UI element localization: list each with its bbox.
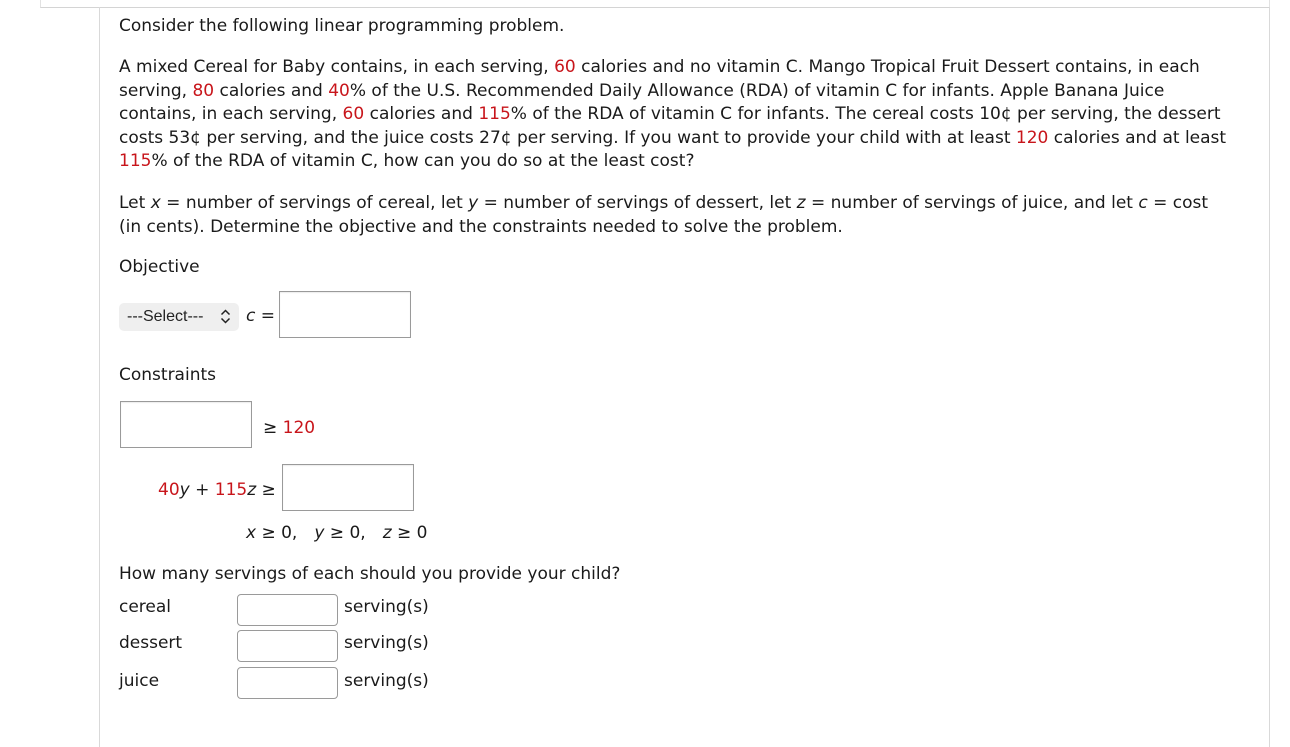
up-down-chevron-icon	[220, 308, 231, 325]
cereal-label: cereal	[119, 597, 172, 617]
juice-label: juice	[119, 671, 160, 691]
objective-label: Objective	[119, 257, 200, 277]
nonnegativity-constraints: x ≥ 0, y ≥ 0, z ≥ 0	[246, 523, 428, 543]
variable-definitions: Let x = number of servings of cereal, let y = number of servings of dessert, let z = number of servings of juice, and let c = cost (in cents). Determine the objective and the constraints needed to solve the problem.	[119, 193, 1209, 237]
calorie-constraint-input[interactable]	[120, 401, 252, 448]
juice-calories: 60	[342, 104, 365, 124]
vitamin-c-constraint-lhs: 40y + 115z ≥	[158, 480, 276, 500]
juice-servings-input[interactable]	[237, 667, 338, 699]
vitamin-c-constraint-input[interactable]	[282, 464, 414, 511]
objective-input[interactable]	[279, 291, 411, 338]
dessert-unit: serving(s)	[344, 633, 429, 653]
dessert-servings-input[interactable]	[237, 630, 338, 662]
cereal-calories: 60	[554, 57, 576, 77]
dessert-vitamin-c: 40	[328, 80, 350, 101]
objective-select[interactable]	[119, 303, 239, 331]
objective-c-equals: c =	[246, 306, 276, 326]
objective-select-value: ---Select---	[127, 308, 204, 325]
cereal-servings-input[interactable]	[237, 594, 338, 626]
problem-statement: A mixed Cereal for Baby contains, in each serving, 60 calories and no vitamin C. Mango Tropical Fruit Dessert contains, in each serving, 80 calories and 40% of the U.S. Recommended Daily Allowance (RDA) of vitamin C for infants. Apple Banana Juice contains, in each serving, 60 calories and 115% of the RDA of vitamin C for infants. The cereal costs 10¢ per serving, the dessert costs 53¢ per serving, and the juice costs 27¢ per serving. If you want to provide your child with at least 120 calories and at least 115% of the RDA of vitamin C, how can you do so at the least cost?	[119, 57, 1227, 171]
dessert-label: dessert	[119, 633, 183, 653]
juice-vitamin-c: 115	[478, 104, 511, 124]
constraints-label: Constraints	[119, 365, 216, 385]
intro-text: Consider the following linear programming problem.	[119, 16, 565, 36]
calorie-constraint-rhs: ≥ 120	[263, 418, 316, 438]
servings-question: How many servings of each should you provide your child?	[119, 564, 621, 584]
min-vitamin-c: 115	[119, 151, 152, 171]
dessert-calories: 80	[192, 80, 215, 101]
cereal-unit: serving(s)	[344, 597, 429, 617]
juice-unit: serving(s)	[344, 671, 429, 691]
min-calories: 120	[1015, 127, 1049, 148]
